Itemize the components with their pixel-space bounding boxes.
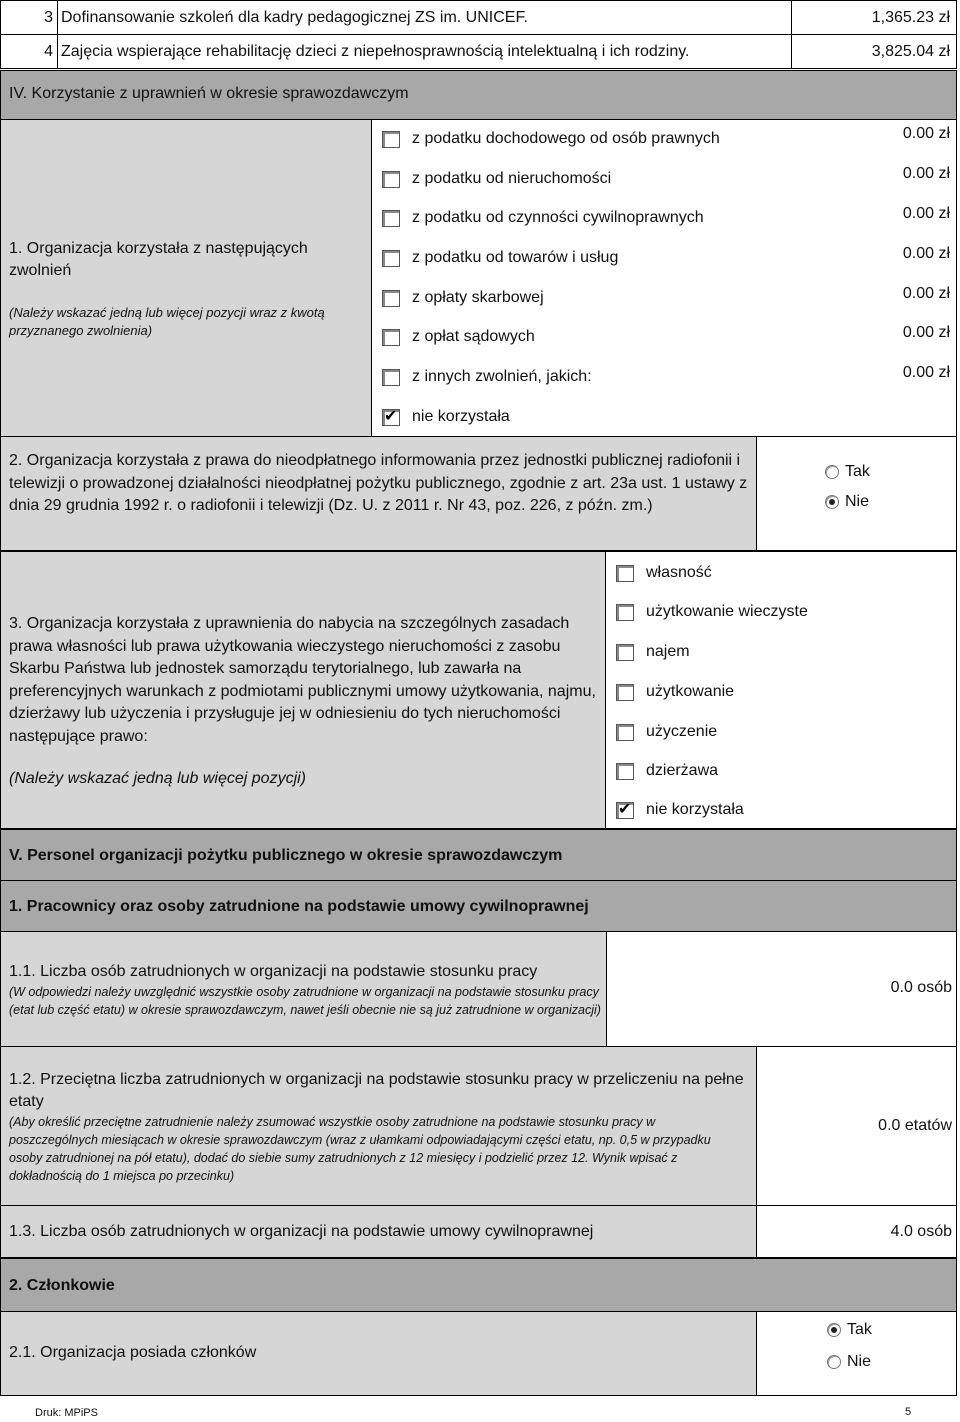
checkbox-row[interactable] — [382, 368, 592, 386]
radio-option[interactable] — [827, 1321, 872, 1339]
question-box — [0, 1205, 757, 1258]
question-label: 1.2. Przeciętna liczba zatrudnionych w organizacji na podstawie stosunku pracy w przeliczeniu na pełne etaty — [9, 1071, 744, 1110]
fte-count: 0.0 etatów — [878, 1117, 952, 1134]
radio-label: Nie — [847, 1353, 872, 1370]
question-note: (Należy wskazać jedną lub więcej pozycji wraz z kwotą przyznanego zwolnienia) — [9, 305, 325, 338]
checkbox[interactable] — [382, 131, 400, 148]
checkbox[interactable] — [382, 210, 400, 227]
amount-value: 0.00 zł — [902, 205, 950, 222]
radio-button[interactable] — [827, 1323, 841, 1337]
checkbox-label: najem — [646, 643, 690, 660]
checkbox[interactable] — [382, 250, 400, 267]
divider — [57, 1, 58, 35]
amount-value: 0.00 zł — [902, 285, 950, 302]
checkbox-row[interactable] — [616, 801, 744, 819]
question-box — [0, 119, 372, 437]
value-cell — [757, 1205, 957, 1258]
checkbox-row[interactable] — [616, 643, 690, 661]
divider — [791, 1, 792, 35]
section-header — [0, 829, 957, 881]
radio-label: Tak — [845, 463, 870, 480]
checkbox-row[interactable] — [382, 289, 544, 307]
subsection-title: 1. Pracownicy oraz osoby zatrudnione na podstawie umowy cywilnoprawnej — [9, 898, 589, 915]
radio-panel — [757, 436, 957, 551]
checkbox-row[interactable] — [616, 723, 717, 741]
checkbox-label: nie korzystała — [646, 801, 744, 818]
checkbox-label: z podatku od nieruchomości — [412, 170, 612, 187]
question-note: (W odpowiedzi należy uwzględnić wszystkie osoby zatrudnione w organizacji na podstawie stosunku pracy (etat lub część etatu) w okresie sprawozdawczym, nawet jeśli obecnie nie są już zatrudnione w organizacji) — [9, 985, 601, 1017]
value-cell — [607, 931, 957, 1047]
table-row — [0, 34, 957, 69]
checkbox-panel — [372, 119, 957, 437]
row-amount: 1,365.23 zł — [871, 9, 950, 26]
checkbox-label: dzierżawa — [646, 762, 719, 779]
section-title: IV. Korzystanie z uprawnień w okresie sprawozdawczym — [9, 85, 409, 102]
checkbox-row[interactable] — [616, 683, 734, 701]
checkbox[interactable] — [616, 724, 634, 741]
question-label: 1.1. Liczba osób zatrudnionych w organizacji na podstawie stosunku pracy — [9, 963, 538, 980]
radio-label: Nie — [845, 493, 870, 510]
checkbox[interactable] — [616, 684, 634, 701]
table-row — [0, 0, 957, 35]
checkbox-label: z podatku od towarów i usług — [412, 249, 619, 266]
checkbox[interactable] — [382, 409, 400, 426]
checkbox[interactable] — [382, 290, 400, 307]
question-label: 2.1. Organizacja posiada członków — [9, 1344, 257, 1361]
radio-option[interactable] — [825, 493, 869, 511]
question-box — [0, 551, 606, 829]
radio-button[interactable] — [825, 495, 839, 509]
radio-option[interactable] — [825, 463, 870, 481]
checkbox-row[interactable] — [382, 408, 510, 426]
question-label: 2. Organizacja korzystała z prawa do nieodpłatnego informowania przez jednostki publicznej radiofonii i telewizji o prowadzonej działalności nieodpłatnej pożytku publicznego, zgodnie z art. 23a ust. 1 ustawy z dnia 29 grudnia 1992 r. o radiofonii i telewizji (Dz. U. z 2011 r. Nr 43, poz. 226, z późn. zm.) — [9, 452, 748, 514]
checkbox-label: użytkowanie — [646, 683, 735, 700]
radio-label: Tak — [847, 1321, 872, 1338]
employees-count: 0.0 osób — [890, 979, 952, 996]
footer-print-label: Druk: MPiPS — [35, 1407, 98, 1419]
subsection-header — [0, 880, 957, 932]
question-box — [0, 1046, 757, 1206]
radio-button[interactable] — [825, 465, 839, 479]
section-title: V. Personel organizacji pożytku publicznego w okresie sprawozdawczym — [9, 847, 563, 864]
checkbox-panel — [606, 551, 957, 829]
checkbox[interactable] — [382, 171, 400, 188]
checkbox-row[interactable] — [382, 170, 611, 188]
radio-button[interactable] — [827, 1355, 841, 1369]
checkbox[interactable] — [616, 644, 634, 661]
question-label: 1.3. Liczba osób zatrudnionych w organizacji na podstawie umowy cywilnoprawnej — [9, 1223, 594, 1240]
question-label: 3. Organizacja korzystała z uprawnienia do nabycia na szczególnych zasadach prawa własności lub prawa użytkowania wieczystego nieruchomości z zasobu Skarbu Państwa lub jednostek samorządu terytorialnego, lub zawarła na preferencyjnych warunkach z podmiotami publicznymi umowy użytkowania, najmu, dzierżawy lub użyczenia i przysługuje jej w odniesieniu do tych nieruchomości następujące prawo: — [9, 615, 596, 745]
subsection-header — [0, 1258, 957, 1312]
divider — [791, 35, 792, 69]
divider — [57, 35, 58, 69]
checkbox-row[interactable] — [616, 762, 718, 780]
checkbox-row[interactable] — [382, 328, 535, 346]
checkbox-row[interactable] — [382, 130, 720, 148]
checkbox-row[interactable] — [616, 603, 808, 621]
checkbox-label: użyczenie — [646, 723, 718, 740]
checkbox-label: z podatku od czynności cywilnoprawnych — [412, 209, 704, 226]
row-number: 4 — [44, 43, 53, 60]
checkbox-row[interactable] — [382, 249, 618, 267]
question-note: (Aby określić przeciętne zatrudnienie należy zsumować wszystkie osoby zatrudnione na podstawie stosunku pracy w poszczególnych miesiącach w okresie sprawozdawczym (wraz z ułamkami odpowiadającymi części etatu, np. 0,5 w przypadku osoby zatrudnionej na pół etatu), dodać do siebie sumy zatrudnionych z 12 miesięcy i podzielić przez 12. Wynik wpisać z dokładnością do 1 miejsca po przecinku) — [9, 1115, 711, 1183]
question-box — [0, 931, 607, 1047]
page-number: 5 — [905, 1406, 912, 1418]
row-number: 3 — [44, 9, 53, 26]
checkbox-row[interactable] — [616, 564, 712, 582]
subsection-title: 2. Członkowie — [9, 1277, 115, 1294]
contract-count: 4.0 osób — [890, 1223, 952, 1240]
row-description: Dofinansowanie szkoleń dla kadry pedagogicznej ZS im. UNICEF. — [61, 9, 528, 26]
radio-option[interactable] — [827, 1353, 871, 1371]
amount-value: 0.00 zł — [902, 165, 950, 182]
checkbox[interactable] — [616, 604, 634, 621]
checkbox-row[interactable] — [382, 209, 704, 227]
radio-panel — [757, 1311, 957, 1396]
amount-value: 0.00 zł — [902, 364, 950, 381]
amount-value: 0.00 zł — [902, 324, 950, 341]
checkbox-label: nie korzystała — [412, 408, 510, 425]
checkbox-label: z opłat sądowych — [412, 328, 535, 345]
value-cell — [757, 1046, 957, 1206]
checkbox[interactable] — [616, 802, 634, 819]
amount-value: 0.00 zł — [902, 125, 950, 142]
checkbox[interactable] — [616, 565, 634, 582]
checkbox[interactable] — [382, 369, 400, 386]
checkbox-label: z opłaty skarbowej — [412, 289, 544, 306]
row-amount: 3,825.04 zł — [871, 43, 950, 60]
checkbox-label: użytkowanie wieczyste — [646, 603, 808, 620]
question-note: (Należy wskazać jedną lub więcej pozycji) — [9, 770, 307, 787]
checkbox[interactable] — [616, 763, 634, 780]
row-description: Zajęcia wspierające rehabilitację dzieci z niepełnosprawnością intelektualną i ich rodziny. — [61, 43, 690, 60]
question-box — [0, 436, 757, 551]
question-label: 1. Organizacja korzystała z następujących zwolnień — [9, 240, 308, 279]
section-header — [0, 70, 957, 120]
checkbox[interactable] — [382, 329, 400, 346]
amount-value: 0.00 zł — [902, 245, 950, 262]
checkbox-label: z podatku dochodowego od osób prawnych — [412, 130, 720, 147]
question-box — [0, 1311, 757, 1396]
checkbox-label: własność — [646, 564, 712, 581]
checkbox-label: z innych zwolnień, jakich: — [412, 368, 592, 385]
